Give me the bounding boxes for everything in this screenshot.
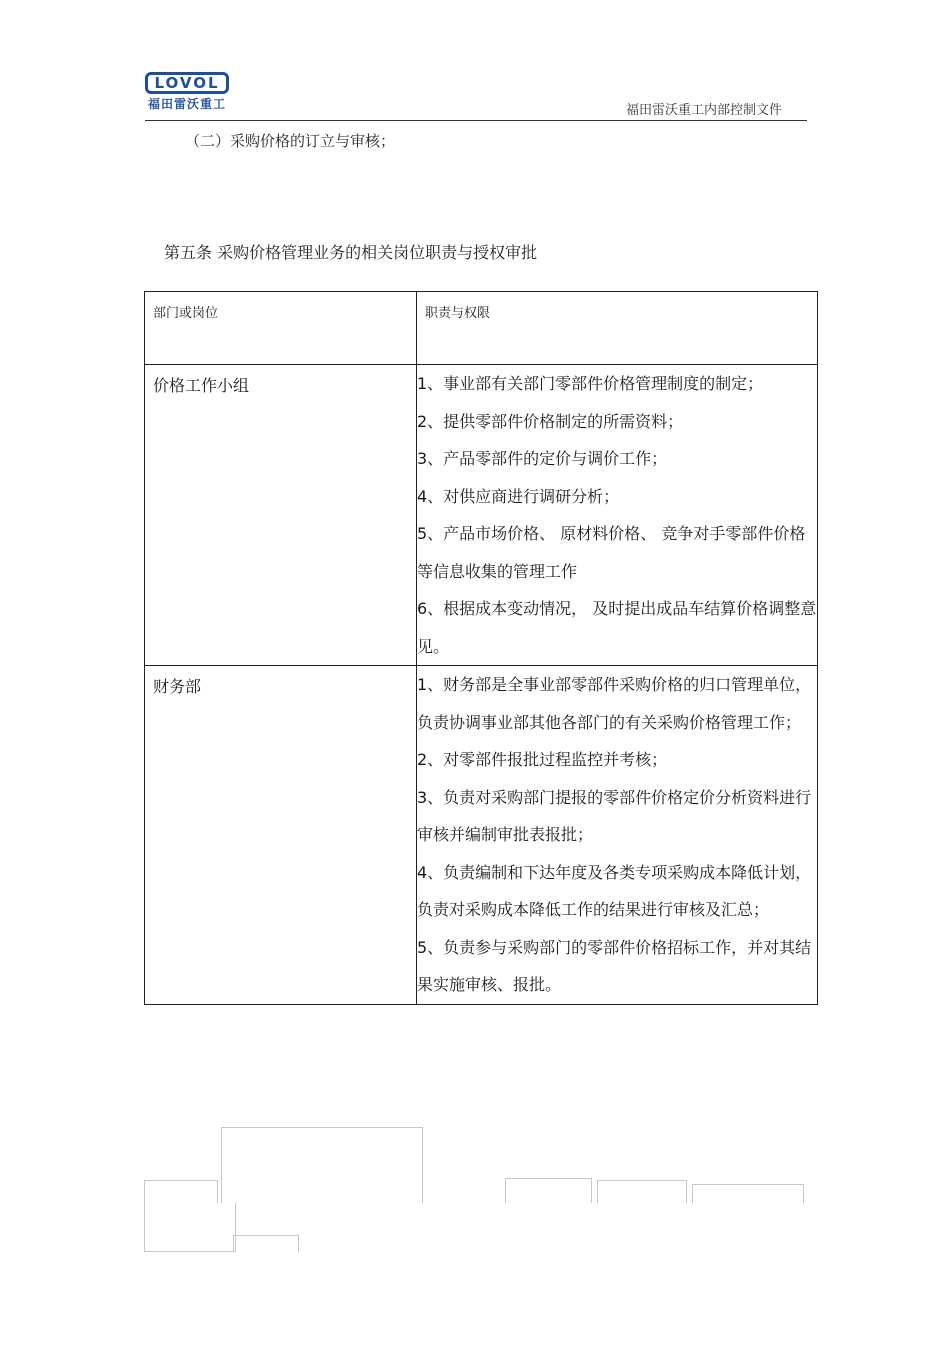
dept-cell bbox=[145, 365, 417, 666]
article-heading: 第五条 采购价格管理业务的相关岗位职责与授权审批 bbox=[164, 243, 538, 262]
table-header-row bbox=[145, 292, 818, 365]
header-cell-duties: 职责与权限 bbox=[417, 292, 818, 365]
duty-item: 3、产品零部件的定价与调价工作； bbox=[417, 449, 668, 468]
header-cell-dept: 部门或岗位 bbox=[145, 292, 417, 365]
header-divider bbox=[145, 120, 807, 121]
duties-cell bbox=[417, 365, 818, 666]
subsection-item: （二）采购价格的订立与审核； bbox=[185, 132, 396, 150]
duty-item: 1、事业部有关部门零部件价格管理制度的制定； bbox=[417, 374, 764, 393]
duties-cell bbox=[417, 666, 818, 1005]
duty-item: 5、负责参与采购部门的零部件价格招标工作，并对其结果实施审核、报批。 bbox=[417, 937, 812, 994]
company-logo bbox=[145, 72, 229, 116]
duty-item: 4、负责编制和下达年度及各类专项采购成本降低计划，负责对采购成本降低工作的结果进行审核及汇总； bbox=[417, 862, 812, 919]
page-bottom-mask bbox=[0, 1203, 950, 1345]
duty-item: 1、财务部是全事业部零部件采购价格的归口管理单位，负责协调事业部其他各部门的有关采购价格管理工作； bbox=[417, 675, 812, 732]
duty-item: 4、对供应商进行调研分析； bbox=[417, 486, 620, 506]
table-row bbox=[145, 365, 818, 666]
table-row bbox=[145, 666, 818, 1005]
scan-artifact bbox=[233, 1235, 299, 1252]
dept-name: 财务部 bbox=[153, 677, 202, 696]
logo-company-name: 福田雷沃重工 bbox=[147, 97, 226, 111]
scan-artifact bbox=[144, 1203, 236, 1252]
logo-wordmark: LOVOL bbox=[145, 72, 229, 94]
duty-item: 6、根据成本变动情况， 及时提出成品车结算价格调整意见。 bbox=[417, 599, 817, 656]
dept-cell bbox=[145, 666, 417, 1005]
document-header-title: 福田雷沃重工内部控制文件 bbox=[625, 103, 782, 118]
duty-item: 2、对零部件报批过程监控并考核； bbox=[417, 750, 668, 769]
responsibility-table bbox=[144, 291, 818, 1005]
duty-item: 3、负责对采购部门提报的零部件价格定价分析资料进行审核并编制审批表报批； bbox=[417, 787, 812, 844]
duty-item: 2、提供零部件价格制定的所需资料； bbox=[417, 411, 684, 431]
duty-item: 5、产品市场价格、 原材料价格、 竞争对手零部件价格等信息收集的管理工作 bbox=[417, 524, 806, 581]
dept-name: 价格工作小组 bbox=[153, 376, 250, 395]
